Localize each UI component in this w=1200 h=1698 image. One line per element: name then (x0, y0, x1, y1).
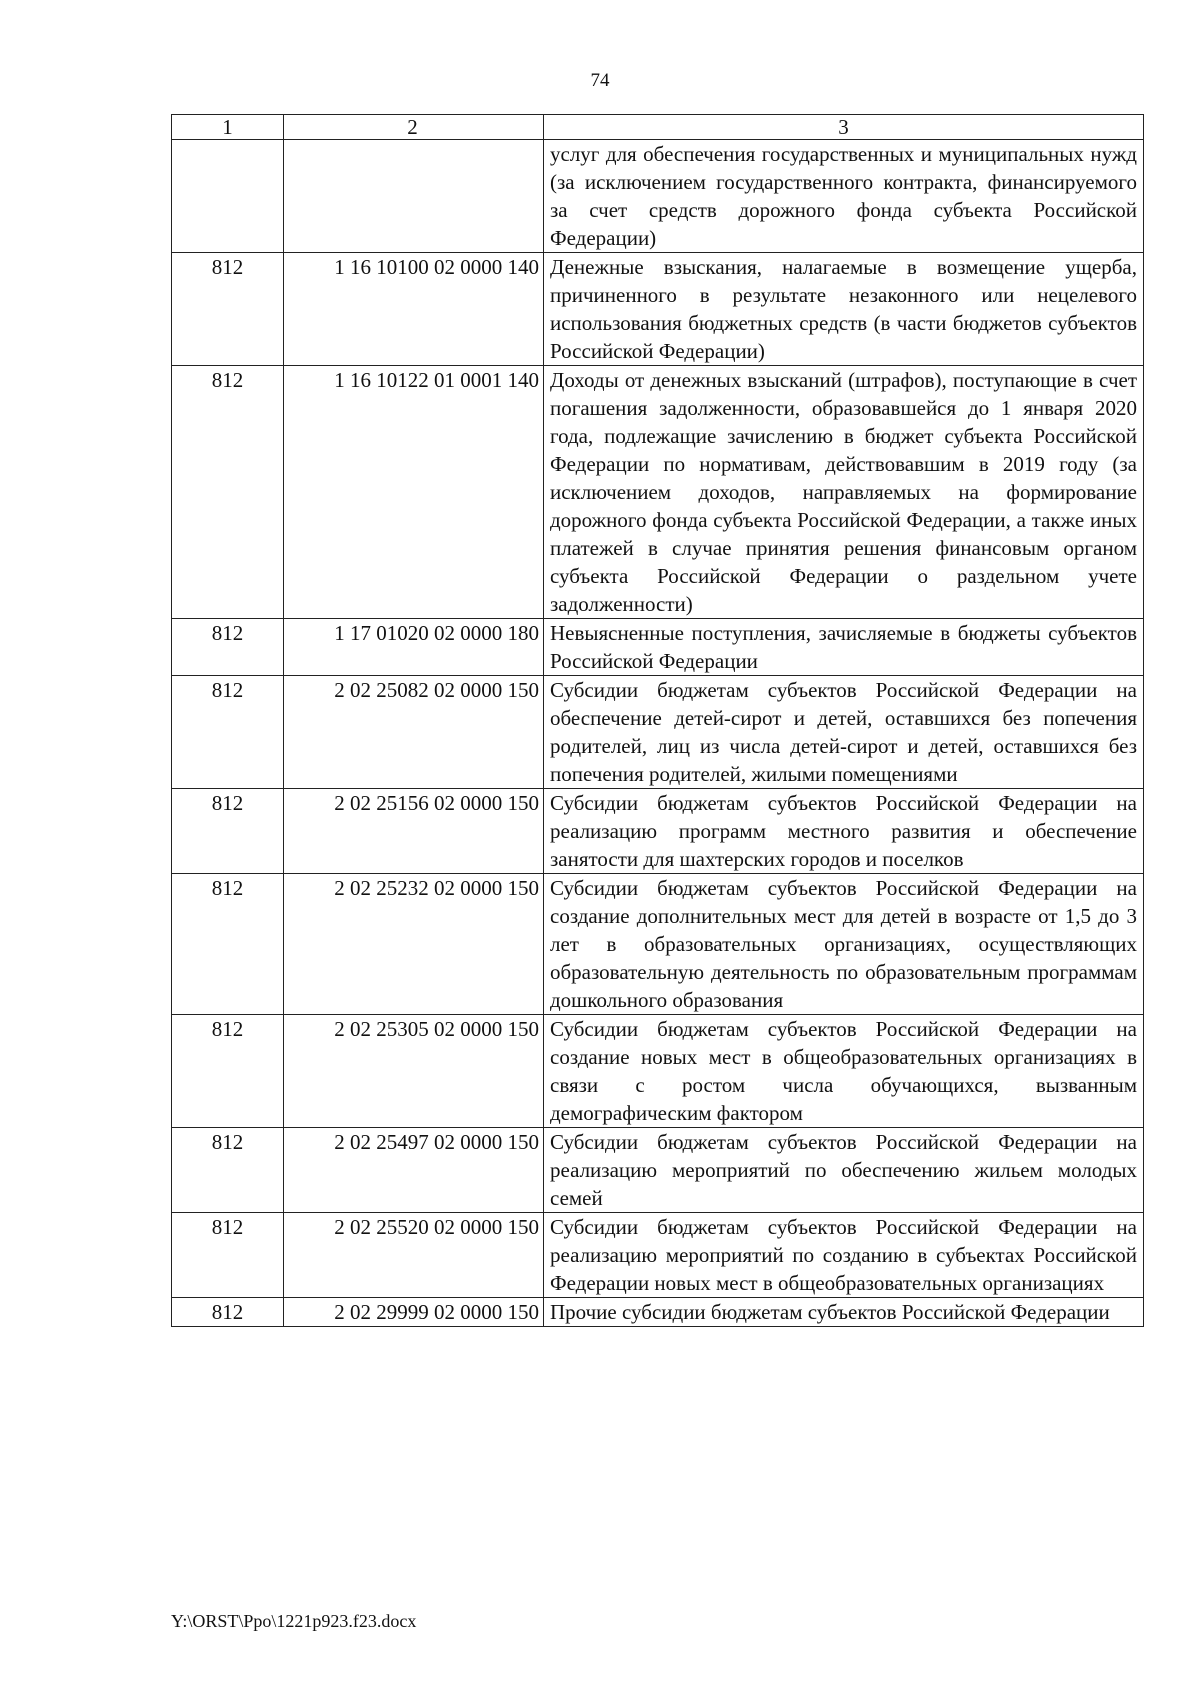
table-row (172, 1128, 1144, 1213)
page-number: 74 (590, 70, 610, 91)
revenue-code-cell: 2 02 25232 02 0000 150 (284, 874, 544, 1015)
column-header-1: 1 (172, 115, 284, 140)
table-row (172, 619, 1144, 676)
description-cell: Субсидии бюджетам субъектов Российской Федерации на обеспечение детей-сирот и детей, оставшихся без попечения родителей, лиц из числа детей-сирот и детей, оставшихся без попечения родителей, жилыми помещениями (544, 676, 1144, 789)
column-header-2: 2 (284, 115, 544, 140)
admin-code-cell: 812 (172, 1128, 284, 1213)
table-row (172, 874, 1144, 1015)
budget-classification-table (171, 114, 1144, 1327)
table-row (172, 1015, 1144, 1128)
table-row (172, 366, 1144, 619)
admin-code-cell: 812 (172, 1298, 284, 1327)
description-cell: Денежные взыскания, налагаемые в возмещение ущерба, причиненного в результате незаконного или нецелевого использования бюджетных средств (в части бюджетов субъектов Российской Федерации) (544, 253, 1144, 366)
admin-code-cell: 812 (172, 676, 284, 789)
table-row (172, 140, 1144, 253)
revenue-code-cell: 2 02 25156 02 0000 150 (284, 789, 544, 874)
table-header-row (172, 115, 1144, 140)
revenue-code-cell: 1 16 10122 01 0001 140 (284, 366, 544, 619)
revenue-code-cell: 1 16 10100 02 0000 140 (284, 253, 544, 366)
admin-code-cell: 812 (172, 874, 284, 1015)
table-row (172, 253, 1144, 366)
description-cell: услуг для обеспечения государственных и муниципальных нужд (за исключением государственного контракта, финансируемого за счет средств дорожного фонда субъекта Российской Федерации) (544, 140, 1144, 253)
revenue-code-cell: 2 02 25520 02 0000 150 (284, 1213, 544, 1298)
table-row (172, 1213, 1144, 1298)
admin-code-cell: 812 (172, 789, 284, 874)
description-cell: Субсидии бюджетам субъектов Российской Федерации на реализацию мероприятий по созданию в субъектах Российской Федерации новых мест в общеобразовательных организациях (544, 1213, 1144, 1298)
revenue-code-cell: 2 02 25305 02 0000 150 (284, 1015, 544, 1128)
admin-code-cell: 812 (172, 253, 284, 366)
description-cell: Прочие субсидии бюджетам субъектов Российской Федерации (544, 1298, 1144, 1327)
description-cell: Субсидии бюджетам субъектов Российской Федерации на создание дополнительных мест для детей в возрасте от 1,5 до 3 лет в образовательных организациях, осуществляющих образовательную деятельность по образовательным программам дошкольного образования (544, 874, 1144, 1015)
admin-code-cell: 812 (172, 366, 284, 619)
table-row (172, 789, 1144, 874)
revenue-code-cell (284, 140, 544, 253)
admin-code-cell: 812 (172, 619, 284, 676)
admin-code-cell (172, 140, 284, 253)
description-cell: Субсидии бюджетам субъектов Российской Федерации на реализацию программ местного развития и обеспечение занятости для шахтерских городов и поселков (544, 789, 1144, 874)
column-header-3: 3 (544, 115, 1144, 140)
description-cell: Невыясненные поступления, зачисляемые в бюджеты субъектов Российской Федерации (544, 619, 1144, 676)
document-file-path: Y:\ORST\Ppo\1221p923.f23.docx (171, 1611, 417, 1631)
description-cell: Доходы от денежных взысканий (штрафов), поступающие в счет погашения задолженности, образовавшейся до 1 января 2020 года, подлежащие зачислению в бюджет субъекта Российской Федерации по нормативам, действовавшим в 2019 году (за исключением доходов, направляемых на формирование дорожного фонда субъекта Российской Федерации, а также иных платежей в случае принятия решения финансовым органом субъекта Российской Федерации о раздельном учете задолженности) (544, 366, 1144, 619)
admin-code-cell: 812 (172, 1213, 284, 1298)
admin-code-cell: 812 (172, 1015, 284, 1128)
revenue-code-cell: 1 17 01020 02 0000 180 (284, 619, 544, 676)
table-row (172, 676, 1144, 789)
table-row (172, 1298, 1144, 1327)
revenue-code-cell: 2 02 29999 02 0000 150 (284, 1298, 544, 1327)
description-cell: Субсидии бюджетам субъектов Российской Федерации на создание новых мест в общеобразовательных организациях в связи с ростом числа обучающихся, вызванным демографическим фактором (544, 1015, 1144, 1128)
description-cell: Субсидии бюджетам субъектов Российской Федерации на реализацию мероприятий по обеспечению жильем молодых семей (544, 1128, 1144, 1213)
revenue-code-cell: 2 02 25497 02 0000 150 (284, 1128, 544, 1213)
revenue-code-cell: 2 02 25082 02 0000 150 (284, 676, 544, 789)
